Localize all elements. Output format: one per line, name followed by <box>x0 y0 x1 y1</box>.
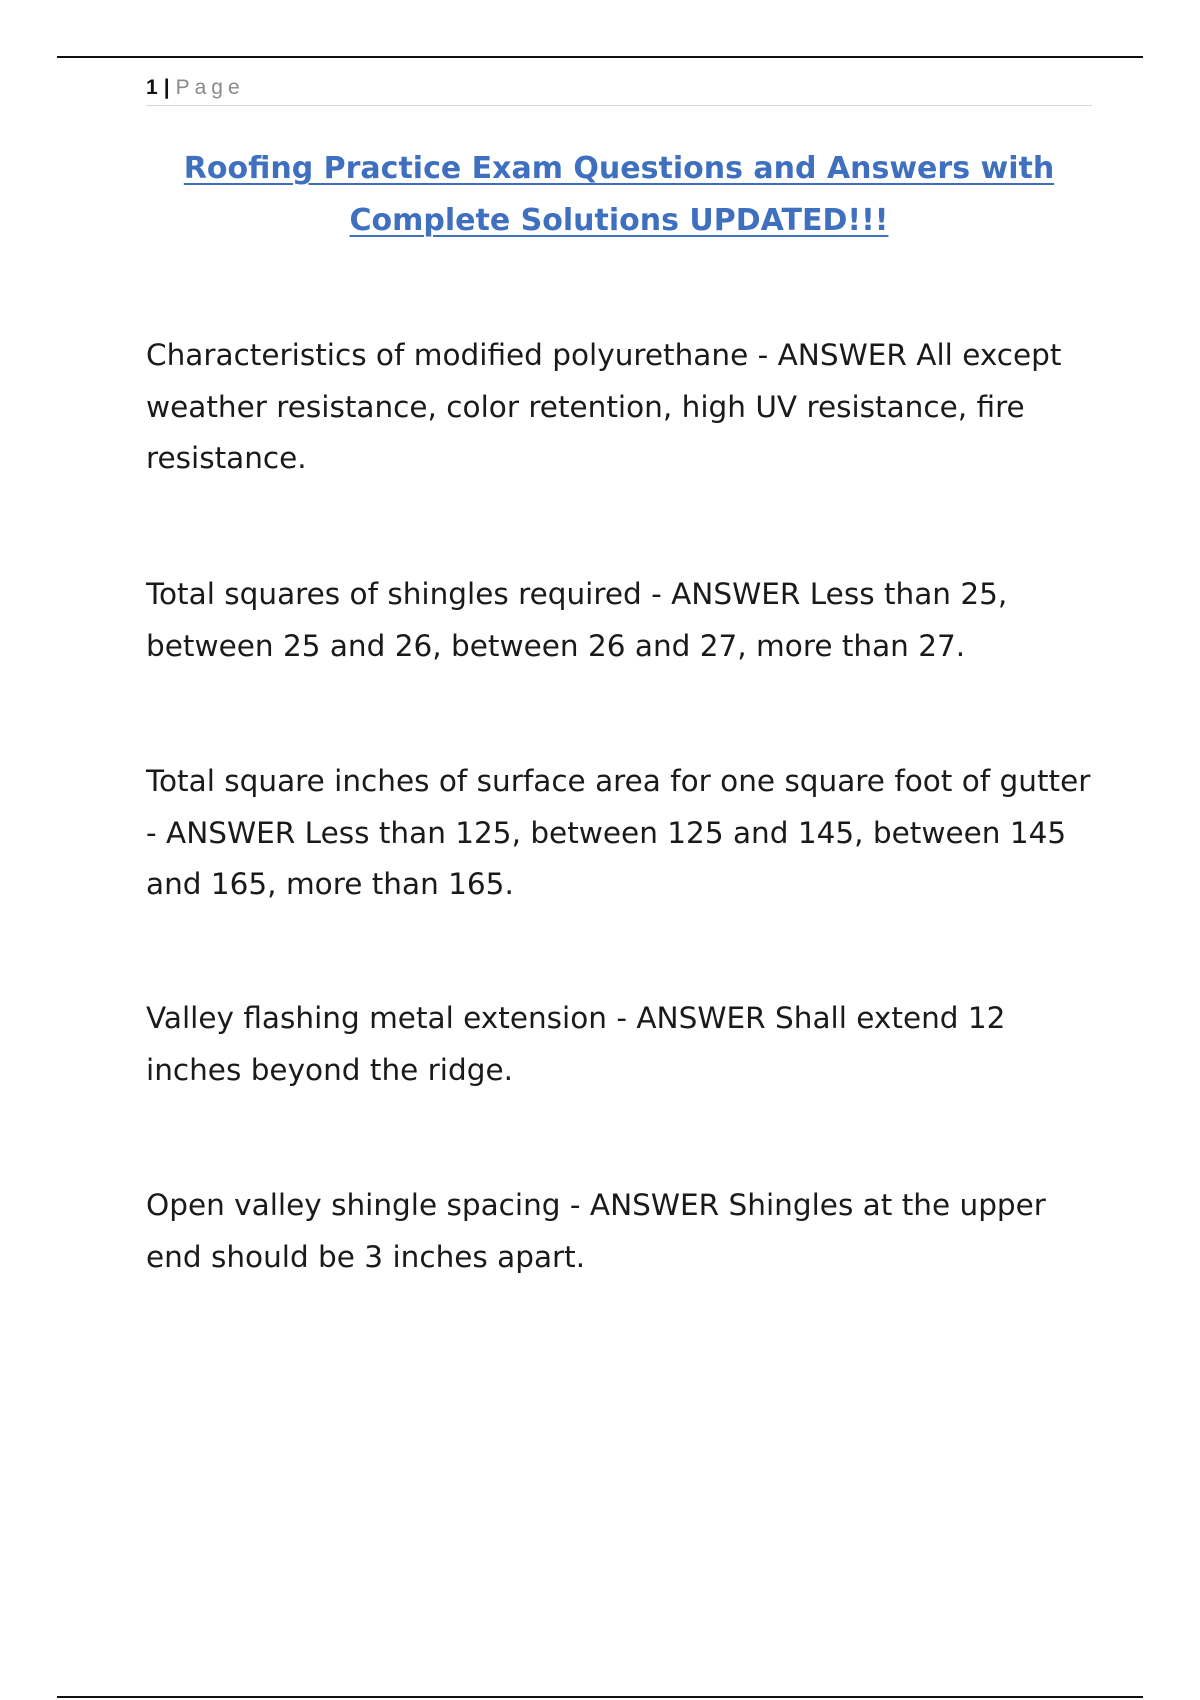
document-title: Roofing Practice Exam Questions and Answers with Complete Solutions UPDATED!!! <box>183 151 1055 238</box>
page-header <box>146 72 1092 106</box>
top-rule <box>57 56 1143 58</box>
page-number: 1 <box>146 76 158 99</box>
page-separator: | <box>163 76 170 99</box>
qa-entry: Characteristics of modified polyurethane - ANSWER All except weather resistance, color retention, high UV resistance, fire resistance. <box>146 338 1062 475</box>
qa-entry: Total square inches of surface area for one square foot of gutter - ANSWER Less than 125, between 125 and 145, between 145 and 165, more than 165. <box>146 764 1091 901</box>
bottom-rule <box>57 1696 1143 1698</box>
page-label: Page <box>175 76 245 99</box>
qa-entry: Total squares of shingles required - ANSWER Less than 25, between 25 and 26, between 26 and 27, more than 27. <box>146 577 1008 663</box>
qa-entry: Valley flashing metal extension - ANSWER Shall extend 12 inches beyond the ridge. <box>146 1001 1006 1087</box>
qa-entry: Open valley shingle spacing - ANSWER Shingles at the upper end should be 3 inches apart. <box>146 1188 1046 1274</box>
